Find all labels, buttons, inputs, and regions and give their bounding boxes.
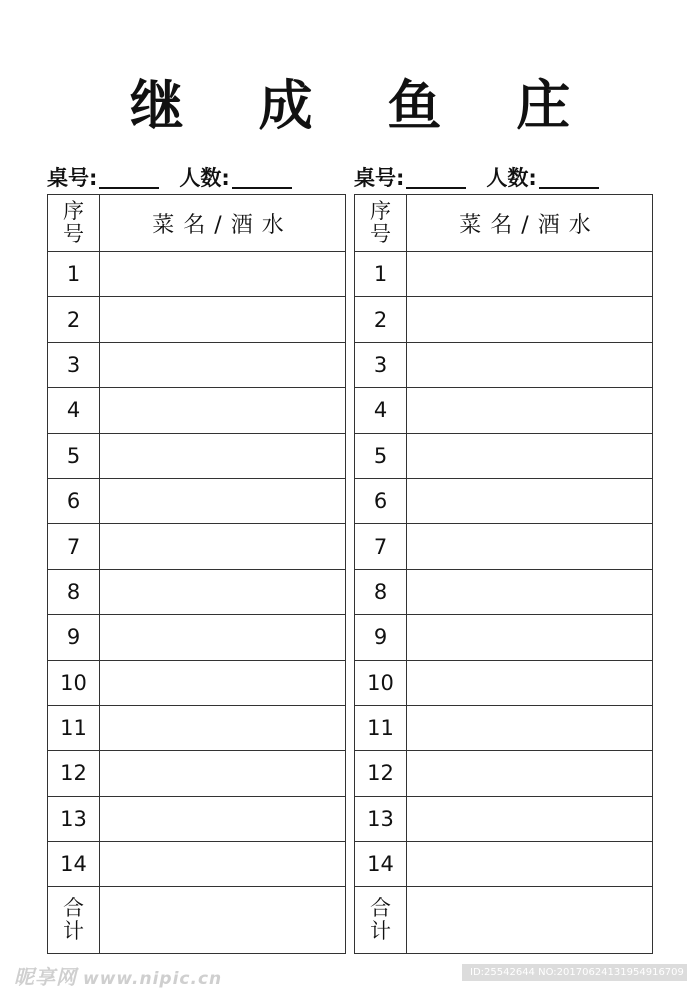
row-number: 2 (48, 297, 100, 342)
dish-entry-cell[interactable] (100, 433, 346, 478)
table-row (48, 478, 346, 523)
watermark-brand (14, 961, 222, 990)
total-entry-cell[interactable] (407, 887, 653, 954)
dish-entry-cell[interactable] (100, 569, 346, 614)
table-row (48, 705, 346, 750)
sheet-info-row (47, 160, 345, 194)
watermark-brand-text: 昵享网 (14, 965, 77, 989)
row-number: 8 (355, 569, 407, 614)
table-row (355, 751, 653, 796)
watermark-id-bar: ID:25542644 NO:20170624131954916709 (462, 964, 687, 981)
seq-header-char: 号 (370, 222, 391, 246)
dish-entry-cell[interactable] (407, 705, 653, 750)
row-number: 13 (355, 796, 407, 841)
row-number: 5 (355, 433, 407, 478)
dish-entry-cell[interactable] (407, 297, 653, 342)
dish-entry-cell[interactable] (407, 252, 653, 297)
table-row (355, 796, 653, 841)
total-row (355, 887, 653, 954)
table-row (355, 478, 653, 523)
table-row (355, 705, 653, 750)
table-header-row (355, 195, 653, 252)
table-row (355, 615, 653, 660)
dish-entry-cell[interactable] (100, 796, 346, 841)
table-row (48, 615, 346, 660)
dish-entry-cell[interactable] (407, 478, 653, 523)
table-row (48, 252, 346, 297)
table-row (355, 569, 653, 614)
table-row (355, 388, 653, 433)
row-number: 13 (48, 796, 100, 841)
row-number: 11 (48, 705, 100, 750)
dish-entry-cell[interactable] (100, 615, 346, 660)
table-row (48, 524, 346, 569)
dish-entry-cell[interactable] (407, 388, 653, 433)
row-number: 12 (355, 751, 407, 796)
people-count-label: 人数: (179, 166, 230, 190)
seq-header-char: 序 (370, 199, 391, 223)
table-row (48, 433, 346, 478)
watermark-url: www.nipic.cn (83, 969, 223, 989)
dish-drink-header: 菜名/酒水 (407, 195, 653, 252)
dish-entry-cell[interactable] (407, 796, 653, 841)
total-label-char: 合 (370, 896, 391, 921)
sheet-info-row (354, 160, 652, 194)
dish-entry-cell[interactable] (100, 705, 346, 750)
order-table (354, 194, 653, 954)
dish-entry-cell[interactable] (407, 842, 653, 887)
total-label (355, 887, 407, 954)
row-number: 3 (48, 342, 100, 387)
dish-entry-cell[interactable] (407, 615, 653, 660)
people-count-field[interactable] (232, 165, 292, 189)
dish-entry-cell[interactable] (407, 433, 653, 478)
table-header-row (48, 195, 346, 252)
row-number: 4 (48, 388, 100, 433)
table-row (48, 342, 346, 387)
table-row (355, 342, 653, 387)
restaurant-title: 继 成 鱼 庄 (129, 73, 599, 137)
row-number: 9 (355, 615, 407, 660)
row-number: 7 (355, 524, 407, 569)
table-row (355, 660, 653, 705)
table-number-field[interactable] (99, 165, 159, 189)
total-row (48, 887, 346, 954)
people-count-label: 人数: (486, 166, 537, 190)
seq-header (355, 195, 407, 252)
dish-entry-cell[interactable] (407, 569, 653, 614)
row-number: 8 (48, 569, 100, 614)
total-entry-cell[interactable] (100, 887, 346, 954)
row-number: 14 (355, 842, 407, 887)
total-label-char: 合 (63, 896, 84, 921)
row-number: 1 (355, 252, 407, 297)
dish-entry-cell[interactable] (100, 478, 346, 523)
row-number: 6 (48, 478, 100, 523)
order-table (47, 194, 346, 954)
table-row (48, 751, 346, 796)
dish-entry-cell[interactable] (100, 842, 346, 887)
dish-entry-cell[interactable] (407, 342, 653, 387)
table-number-field[interactable] (406, 165, 466, 189)
dish-entry-cell[interactable] (100, 252, 346, 297)
order-sheet-right (354, 160, 652, 954)
table-row (355, 524, 653, 569)
seq-header-char: 号 (63, 222, 84, 246)
row-number: 14 (48, 842, 100, 887)
dish-entry-cell[interactable] (100, 297, 346, 342)
row-number: 6 (355, 478, 407, 523)
table-row (48, 569, 346, 614)
table-row (48, 388, 346, 433)
dish-entry-cell[interactable] (407, 751, 653, 796)
table-row (355, 252, 653, 297)
dish-entry-cell[interactable] (407, 524, 653, 569)
row-number: 10 (355, 660, 407, 705)
table-row (48, 660, 346, 705)
row-number: 5 (48, 433, 100, 478)
people-count-field[interactable] (539, 165, 599, 189)
row-number: 11 (355, 705, 407, 750)
seq-header (48, 195, 100, 252)
dish-drink-header: 菜名/酒水 (100, 195, 346, 252)
order-table-body (48, 195, 346, 954)
dish-entry-cell[interactable] (407, 660, 653, 705)
order-sheet-left (47, 160, 345, 954)
order-table-body (355, 195, 653, 954)
table-row (48, 842, 346, 887)
dish-entry-cell[interactable] (100, 660, 346, 705)
row-number: 4 (355, 388, 407, 433)
total-label (48, 887, 100, 954)
table-number-label: 桌号: (354, 166, 405, 190)
row-number: 10 (48, 660, 100, 705)
table-row (355, 433, 653, 478)
row-number: 2 (355, 297, 407, 342)
row-number: 1 (48, 252, 100, 297)
dish-entry-cell[interactable] (100, 388, 346, 433)
dish-entry-cell[interactable] (100, 751, 346, 796)
table-number-label: 桌号: (47, 166, 98, 190)
table-row (355, 297, 653, 342)
table-row (48, 796, 346, 841)
row-number: 3 (355, 342, 407, 387)
dish-entry-cell[interactable] (100, 342, 346, 387)
table-row (355, 842, 653, 887)
row-number: 12 (48, 751, 100, 796)
seq-header-char: 序 (63, 199, 84, 223)
table-row (48, 297, 346, 342)
row-number: 7 (48, 524, 100, 569)
total-label-char: 计 (370, 919, 391, 944)
row-number: 9 (48, 615, 100, 660)
total-label-char: 计 (63, 919, 84, 944)
dish-entry-cell[interactable] (100, 524, 346, 569)
